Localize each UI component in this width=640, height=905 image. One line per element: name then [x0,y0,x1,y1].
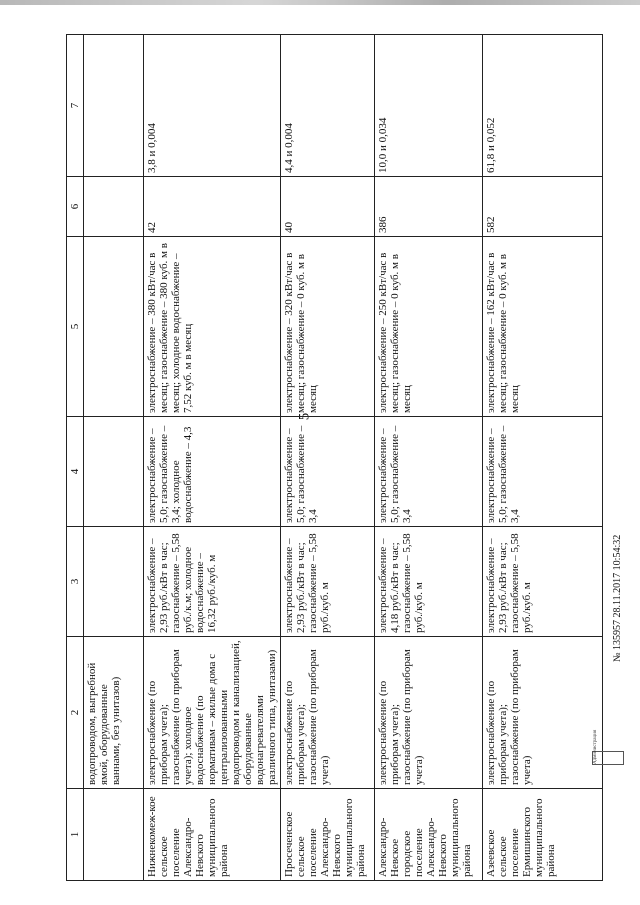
header-row [67,35,84,881]
tariff-cell: электроснабжение – 4,18 руб./кВт в час; газоснабжение – 5,58 руб./куб. м [375,527,483,637]
municipality-cell: Нижнекомеж-кое сельское поселение Александро-Невского муниципального района [144,789,281,881]
services-cell: электроснабжение (по приборам учета); газоснабжение (по приборам учета) [483,637,603,789]
volume-cell: электроснабжение – 320 кВт/час в месяц; газоснабжение – 0 куб. м в месяц [281,237,375,417]
index-cell [84,417,144,527]
header-col-6: 6 [67,177,84,237]
count-cell: 386 [375,177,483,237]
services-cell: электроснабжение (по приборам учета); газоснабжение (по приборам учета); холодное водоснабжение (по нормативам – жилые дома с централизованными водопроводом и канализацией, оборудованные водонагревателями различного типа, унитазами) [144,637,281,789]
table-row [483,35,603,881]
municipality-cell: Азеевское сельское поселение Ермишинского муниципального района [483,789,603,881]
document-reference: № 135957 28.11.2017 10:54:32 [612,534,623,662]
index-cell: электроснабжение – 5,0; газоснабжение – 3,4 [375,417,483,527]
table-row [144,35,281,881]
table-container [66,35,598,881]
tariff-cell [84,527,144,637]
tariff-table [66,34,603,881]
share-cell [84,35,144,177]
index-cell: электроснабжение – 5,0; газоснабжение – 3,4; холодное водоснабжение – 4,3 [144,417,281,527]
municipality-cell [84,789,144,881]
share-cell: 3,8 и 0,004 [144,35,281,177]
services-cell: электроснабжение (по приборам учета); газоснабжение (по приборам учета) [281,637,375,789]
share-cell: 61,8 и 0,052 [483,35,603,177]
tariff-cell: электроснабжение – 2,93 руб./кВт в час; газоснабжение – 5,58 руб./к.м; холодное водоснабжение – 16,32 руб./куб. м [144,527,281,637]
header-col-5: 5 [67,237,84,417]
table-rotated-frame [66,35,598,881]
registration-stamp [592,729,624,765]
count-cell: 582 [483,177,603,237]
page-number: 5 [296,412,313,421]
share-cell: 10,0 и 0,034 [375,35,483,177]
tariff-cell: электроснабжение – 2,93 руб./кВт в час; газоснабжение – 5,58 руб./куб. м [281,527,375,637]
table-row [375,35,483,881]
scan-edge [0,0,640,5]
share-cell: 4,4 и 0,004 [281,35,375,177]
header-col-4: 4 [67,417,84,527]
count-cell: 40 [281,177,375,237]
count-cell [84,177,144,237]
volume-cell: электроснабжение – 380 кВт/час в месяц; газоснабжение – 380 куб. м в месяц; холодное водоснабжение – 7,52 куб. м в месяц [144,237,281,417]
municipality-cell: Александро-Невское городское поселение Александро-Невского муниципального района [375,789,483,881]
municipality-cell: Просеченское сельское поселение Александро-Невского муниципального района [281,789,375,881]
header-col-2: 2 [67,637,84,789]
services-cell: электроснабжение (по приборам учета); газоснабжение (по приборам учета) [375,637,483,789]
stamp-text: Администрация [593,729,598,764]
volume-cell [84,237,144,417]
count-cell: 42 [144,177,281,237]
table-row [281,35,375,881]
index-cell: электроснабжение – 5,0; газоснабжение – 3,4 [483,417,603,527]
index-cell: электроснабжение – 5,0; газоснабжение – 3,4 [281,417,375,527]
table-row [84,35,144,881]
header-col-3: 3 [67,527,84,637]
tariff-cell: электроснабжение – 2,93 руб./кВт в час; газоснабжение – 5,58 руб./куб. м [483,527,603,637]
services-cell: водопроводом, выгребной ямой, оборудованные ваннами, без унитазов) [84,637,144,789]
header-col-7: 7 [67,35,84,177]
header-col-1: 1 [67,789,84,881]
volume-cell: электроснабжение – 250 кВт/час в месяц; газоснабжение – 0 куб. м в месяц [375,237,483,417]
volume-cell: электроснабжение – 162 кВт/час в месяц; газоснабжение – 0 куб. м в месяц [483,237,603,417]
